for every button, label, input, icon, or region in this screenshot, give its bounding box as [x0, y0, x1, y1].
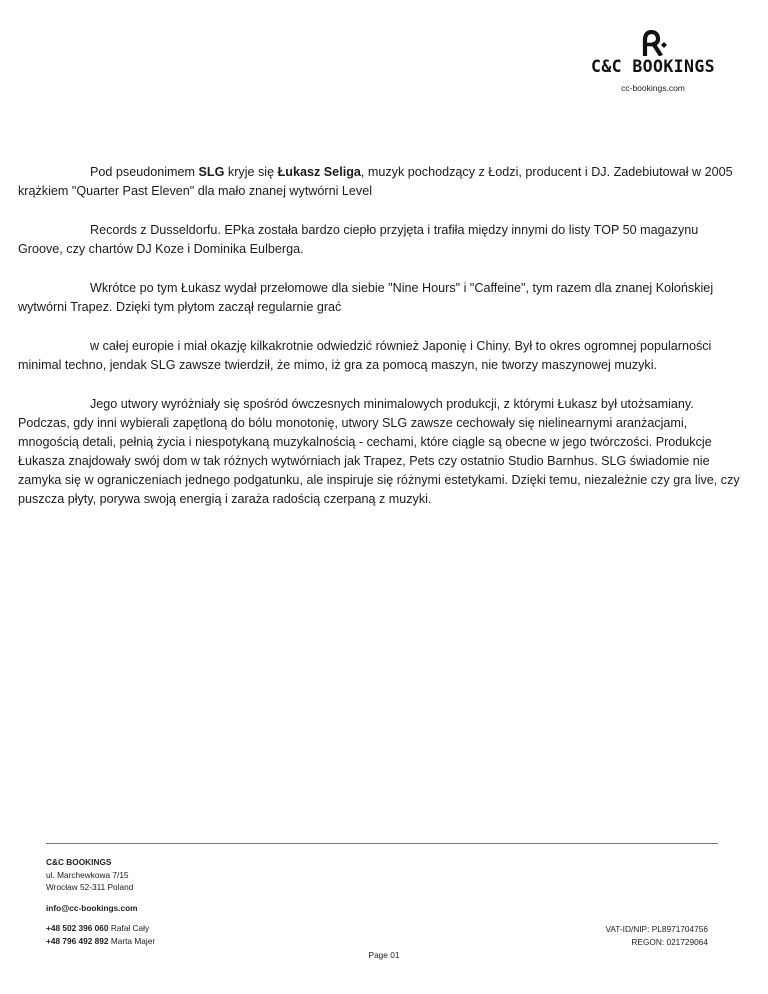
paragraph-2: Records z Dusseldorfu. EPka została bardzo ciepło przyjęta i trafiła między innymi do listy TOP 50 magazynu Groove, czy chartów DJ Koze i Dominika Eulberga.	[18, 223, 699, 256]
brand-url: cc-bookings.com	[621, 83, 685, 93]
footer-company: C&C BOOKINGS	[46, 857, 112, 867]
paragraph-4: w całej europie i miał okazję kilkakrotnie odwiedzić również Japonię i Chiny. Był to okres ogromnej popularności minimal techno, jendak SLG zawsze twierdził, że mimo, iż gra za pomocą maszyn, nie tworzy maszynowej muzyki.	[18, 339, 712, 372]
phone-1-number[interactable]: +48 502 396 060	[46, 923, 109, 933]
paragraph-5: Jego utwory wyróżniały się spośród ówczesnych minimalowych produkcji, z którymi Łukasz był utożsamiany. Podczas, gdy inni wybierali zapętloną do bólu monotonię, utwory SLG zawsze cechowały się nielinearnymi aranżacjami, mnogością detali, pełnią życia i niespotykaną muzykalnością - cechami, które ciągle są obecne w jego twórczości. Produkcje Łukasza znajdowały swój dom w tak różnych wytwórniach jak Trapez, Pets czy ostatnio Studio Barnhus. SLG świadomie nie zamyka się w ograniczeniach jednego podgatunku, ale inspiruje się różnymi estetykami. Dzięki temu, niezależnie czy gra live, czy puszcza płyty, porywa swoją energią i zaraża radością czerpaną z muzyki.	[18, 397, 740, 506]
paragraph-1-text-c: , muzyk pochodzący z Łodzi, producent i DJ. Zadebiutował w 2005 krążkiem "Quarter Past Eleven" dla mało znanej wytwórni Level	[18, 165, 733, 198]
paragraph-3: Wkrótce po tym Łukasz wydał przełomowe dla siebie "Nine Hours" i "Caffeine", tym razem dla znanej Kolońskiej wytwórni Trapez. Dzięki tym płytom zaczął regularnie grać	[18, 281, 714, 314]
footer-vat: VAT-ID/NIP: PL8971704756	[605, 924, 708, 934]
artist-alias: SLG	[198, 165, 225, 179]
paragraph-1-text-b: kryje się	[224, 165, 278, 179]
paragraph-1-text-a: Pod pseudonimem	[90, 165, 199, 179]
footer-regon: REGON: 021729064	[631, 936, 708, 947]
phone-1-contact: Rafał Cały	[108, 923, 150, 933]
footer-address-line-1: ul. Marchewkowa 7/15	[46, 869, 129, 880]
brand-name: C&C BOOKINGS	[590, 57, 715, 76]
phone-2-number[interactable]: +48 796 492 892	[46, 935, 109, 946]
footer	[46, 856, 718, 947]
document-body	[18, 163, 740, 529]
footer-address-line-2: Wrocław 52-311 Poland	[46, 882, 134, 892]
page-number: Page 01	[368, 950, 400, 960]
cc-logo-icon	[636, 30, 670, 56]
phone-2-contact: Marta Majer	[108, 935, 156, 946]
footer-tax-info	[605, 923, 708, 948]
footer-email-link[interactable]: info@cc-bookings.com	[46, 902, 138, 913]
footer-divider	[46, 843, 718, 844]
letterhead	[580, 30, 726, 93]
artist-name: Łukasz Seliga	[277, 165, 361, 179]
paragraph-1	[18, 163, 740, 201]
